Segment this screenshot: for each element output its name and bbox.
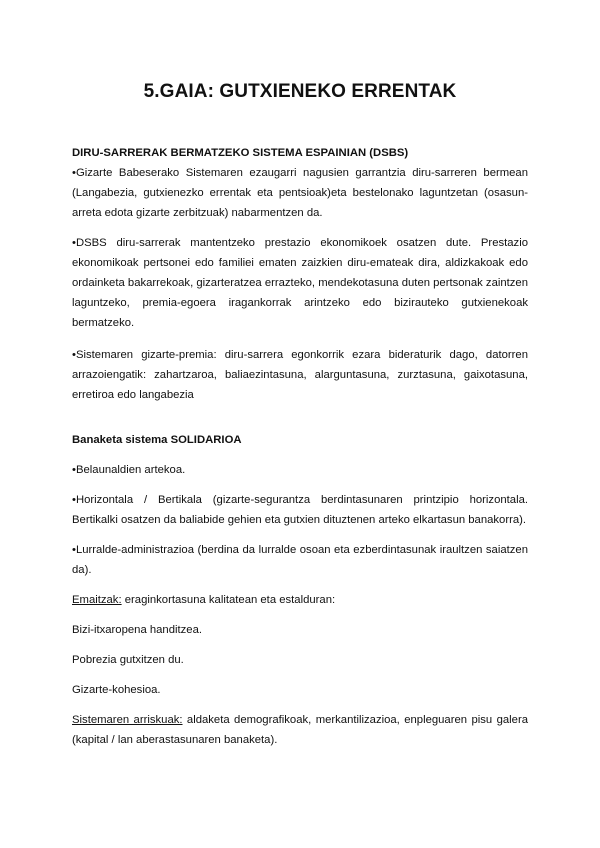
emaitzak-label: Emaitzak:	[72, 594, 122, 606]
result-item-3: Gizarte-kohesioa.	[72, 684, 161, 696]
arriskuak-label: Sistemaren arriskuak:	[72, 714, 183, 726]
section2-bullet-1: •Belaunaldien artekoa.	[72, 464, 186, 476]
emaitzak-text: eraginkortasuna kalitatean eta estalduran:	[121, 594, 336, 606]
section1-paragraph-2: •DSBS diru-sarrerak mantentzeko prestazio ekonomikoek osatzen dute. Prestazio ekonomikoak pertsonei edo familiei ematen zaizkien diru-emateak dira, aldizkakoak edo ordainketa bakarrekoak, gizarteratzea errazteko, mendekotasuna duten pertsonak zaintzen laguntzeko, premia-egoera iragankorrak arintzeko edo bizirauteko gutxienekoak bermatzeko.	[72, 237, 528, 329]
section2-bullet-2: •Horizontala / Bertikala (gizarte-segurantza berdintasunaren printzipio horizontala. Bertikalki osatzen da baliabide gehien eta gutxien dituztenen arteko elkartasun banakorra).	[72, 494, 528, 526]
section1-paragraph-1: •Gizarte Babeserako Sistemaren ezaugarri nagusien garrantzia diru-sarreren bermean (Langabezia, gutxienezko errentak eta pentsioak)eta bestelonako laguntzetan (osasun-arreta edota gizarte zerbitzuak) nabarmentzen da.	[72, 167, 528, 219]
page-title: 5.GAIA: GUTXIENEKO ERRENTAK	[143, 81, 457, 102]
result-item-2: Pobrezia gutxitzen du.	[72, 654, 184, 666]
section1-heading: DIRU-SARRERAK BERMATZEKO SISTEMA ESPAINIAN (DSBS)	[72, 147, 409, 159]
document-body	[72, 143, 528, 750]
section2-heading: Banaketa sistema SOLIDARIOA	[72, 434, 242, 446]
result-item-1: Bizi-itxaropena handitzea.	[72, 624, 202, 636]
section2-bullet-3: •Lurralde-administrazioa (berdina da lurralde osoan eta ezberdintasunak iraultzen saiatzen da).	[72, 544, 528, 576]
arriskuak-text: aldaketa demografikoak, merkantilizazioa, enpleguaren pisu galera (kapital / lan aberastasunaren banaketa).	[72, 714, 528, 746]
emaitzak-line	[72, 590, 528, 610]
section1-paragraph-3: •Sistemaren gizarte-premia: diru-sarrera egonkorrik ezara bideraturik dago, datorren arrazoiengatik: zahartzaroa, baliaezintasuna, alarguntasuna, zurztasuna, gaixotasuna, erretiroa edo langabezia	[72, 349, 528, 401]
arriskuak-line	[72, 710, 528, 750]
